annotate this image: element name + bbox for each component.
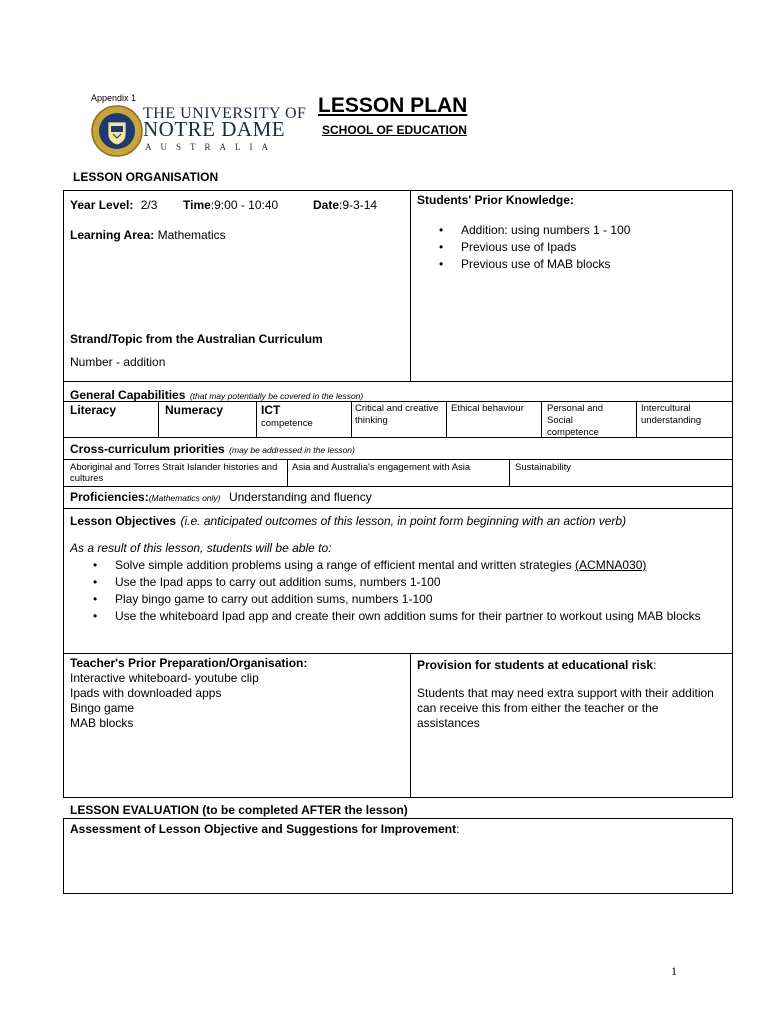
objectives-note: (i.e. anticipated outcomes of this lesson, in point form beginning with an action verb) xyxy=(180,514,627,528)
capability-ict: ICT xyxy=(261,403,281,417)
appendix-label: Appendix 1 xyxy=(91,93,137,103)
time-label: Time xyxy=(183,198,211,212)
capability-ethical: Ethical behaviour xyxy=(451,403,524,414)
preparation-list xyxy=(70,671,259,731)
strand-value: Number - addition xyxy=(70,355,166,369)
capability-numeracy: Numeracy xyxy=(165,403,224,417)
list-item: • Use the whiteboard Ipad app and create their own addition sums for their partner to workout using MAB blocks xyxy=(91,608,701,625)
provision-label: Provision for students at educational risk xyxy=(417,658,654,672)
university-name-line1: THE UNIVERSITY OF xyxy=(143,105,307,122)
provision-text: Students that may need extra support with their addition can receive this from either the teacher or the assistances xyxy=(417,686,714,730)
date-value: :9-3-14 xyxy=(339,198,378,212)
assessment-heading xyxy=(70,820,459,838)
list-item: MAB blocks xyxy=(70,716,134,730)
time-field xyxy=(183,198,278,212)
list-item: Ipads with downloaded apps xyxy=(70,686,222,700)
page-title: LESSON PLAN xyxy=(318,94,468,117)
cross-curriculum-asia: Asia and Australia's engagement with Asia xyxy=(292,462,471,473)
objectives-intro: As a result of this lesson, students will be able to: xyxy=(70,541,332,555)
prior-knowledge-label: Students' Prior Knowledge: xyxy=(417,193,574,207)
page-subtitle: SCHOOL OF EDUCATION xyxy=(322,123,467,137)
year-level-value: 2/3 xyxy=(140,198,158,212)
university-name-line2: NOTRE DAME xyxy=(143,117,286,141)
learning-area-label: Learning Area: xyxy=(70,228,155,242)
list-item: Interactive whiteboard- youtube clip xyxy=(70,671,259,685)
page-number: 1 xyxy=(671,964,677,978)
proficiencies-value: Understanding and fluency xyxy=(228,490,372,504)
learning-area-value: Mathematics xyxy=(157,228,226,242)
list-item: • Play bingo game to carry out addition sums, numbers 1-100 xyxy=(91,591,701,608)
list-item: Bingo game xyxy=(70,701,135,715)
capability-personal: Personal and Social competence xyxy=(547,403,603,438)
objectives-heading xyxy=(70,512,626,530)
university-name-line3: AUSTRALIA xyxy=(145,142,277,152)
university-crest-icon xyxy=(90,104,144,158)
cross-curriculum-label: Cross-curriculum priorities xyxy=(70,442,225,456)
cross-curriculum-heading xyxy=(70,440,355,458)
capability-critical: Critical and creative thinking xyxy=(355,403,439,426)
cross-curriculum-sustainability: Sustainability xyxy=(515,462,571,473)
cross-curriculum-note: (may be addressed in the lesson) xyxy=(229,445,355,455)
strand-label: Strand/Topic from the Australian Curriculum xyxy=(70,332,323,346)
objectives-list xyxy=(91,557,701,625)
objective-text: Solve simple addition problems using a range of efficient mental and written strategies xyxy=(115,558,576,572)
assessment-colon: : xyxy=(456,822,460,836)
capability-literacy: Literacy xyxy=(70,403,117,417)
general-capabilities-heading xyxy=(70,386,363,404)
year-time-date-row xyxy=(70,198,157,212)
capability-ict-sub: competence xyxy=(261,418,313,429)
cross-curriculum-aboriginal: Aboriginal and Torres Strait Islander histories and cultures xyxy=(70,462,278,484)
learning-area-field xyxy=(70,228,226,242)
provision-colon: : xyxy=(653,658,657,672)
lesson-organisation-heading: LESSON ORGANISATION xyxy=(73,170,219,184)
lesson-evaluation-heading: LESSON EVALUATION (to be completed AFTER the lesson) xyxy=(70,803,408,817)
list-item: • Previous use of Ipads xyxy=(437,239,630,256)
curriculum-code-link[interactable]: (ACMNA030) xyxy=(575,558,647,572)
prior-knowledge-list xyxy=(437,222,630,273)
preparation-label: Teacher's Prior Preparation/Organisation: xyxy=(70,656,308,670)
list-item xyxy=(91,557,701,574)
proficiencies-row xyxy=(70,488,372,506)
time-value: :9:00 - 10:40 xyxy=(210,198,279,212)
list-item: • Use the Ipad apps to carry out addition sums, numbers 1-100 xyxy=(91,574,701,591)
year-level-label: Year Level: xyxy=(70,198,134,212)
list-item: • Addition: using numbers 1 - 100 xyxy=(437,222,630,239)
objectives-label: Lesson Objectives xyxy=(70,514,177,528)
general-capabilities-label: General Capabilities xyxy=(70,388,186,402)
assessment-label: Assessment of Lesson Objective and Suggestions for Improvement xyxy=(70,822,457,836)
general-capabilities-note: (that may potentially be covered in the lesson) xyxy=(189,391,364,401)
date-field xyxy=(313,198,377,212)
list-item: • Previous use of MAB blocks xyxy=(437,256,630,273)
proficiencies-label: Proficiencies: xyxy=(70,490,149,504)
provision-heading xyxy=(417,656,656,674)
date-label: Date xyxy=(313,198,340,212)
proficiencies-note: (Mathematics only) xyxy=(148,493,221,503)
capability-intercultural: Intercultural understanding xyxy=(641,403,702,426)
